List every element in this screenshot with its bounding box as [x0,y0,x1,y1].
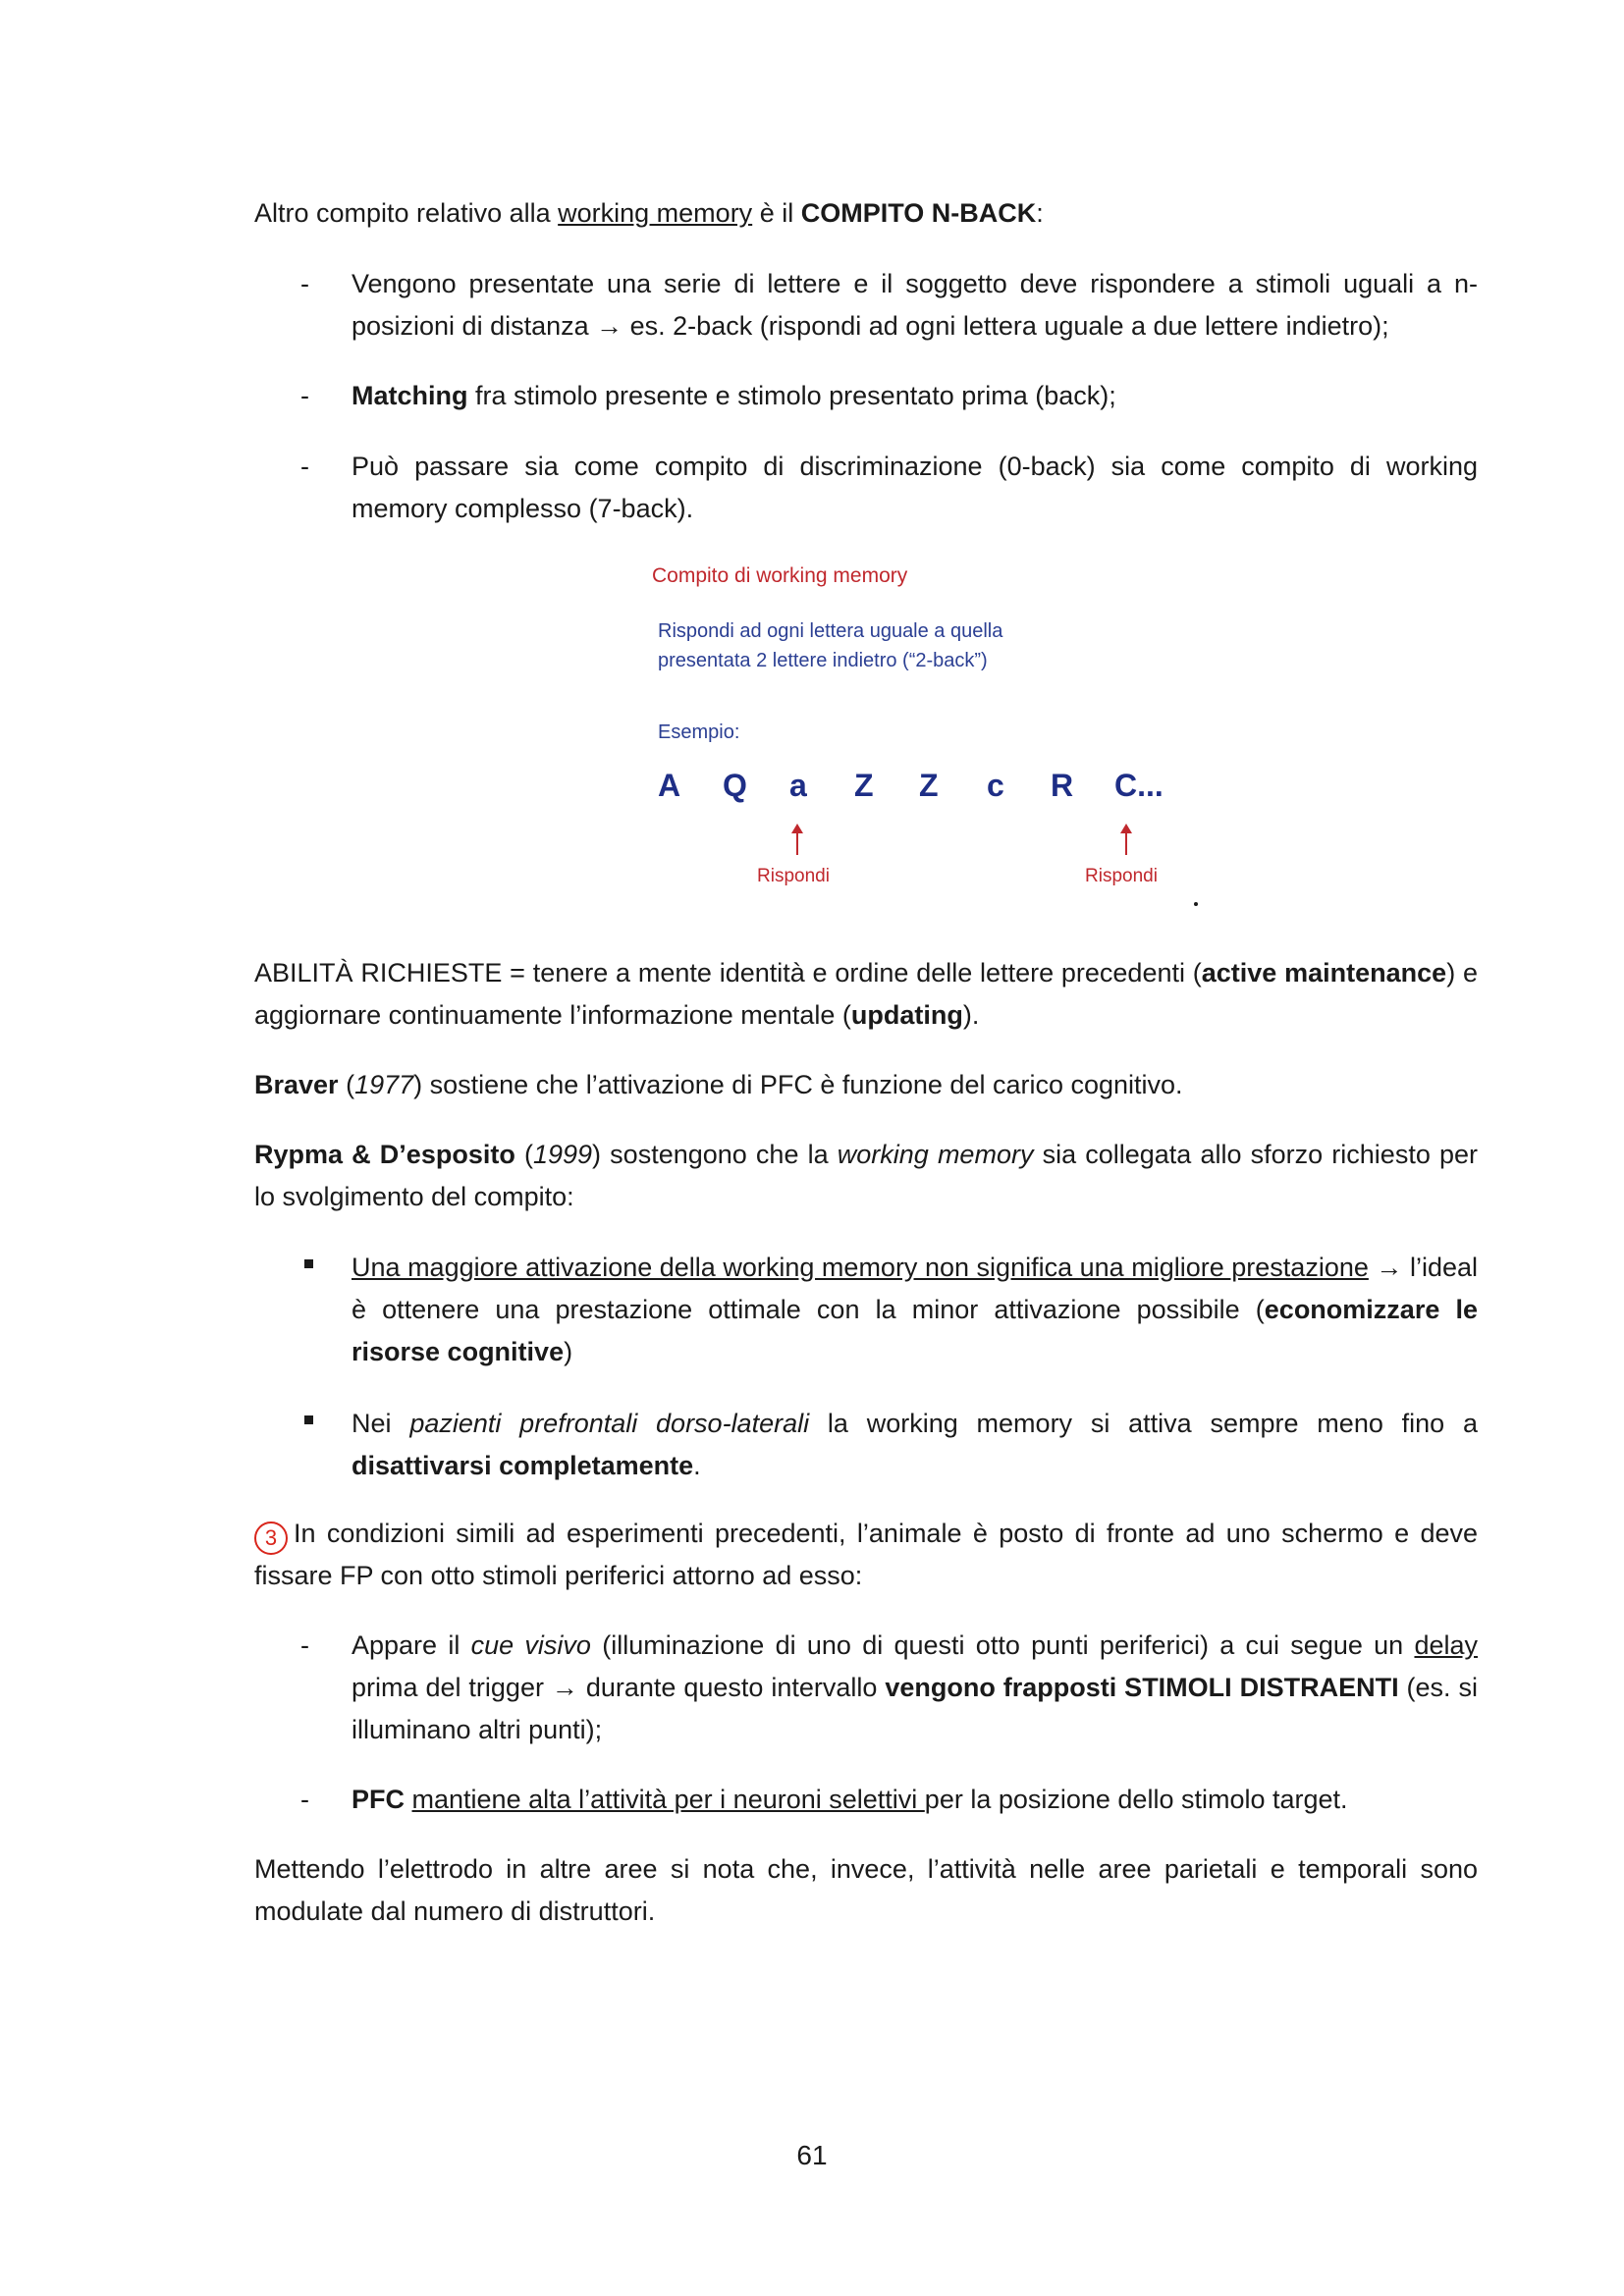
circled-number-icon: 3 [254,1522,288,1555]
working-memory-term: working memory [558,198,753,228]
intro-text-2: è il [752,198,801,228]
deactivate-term: disattivarsi completamente [352,1451,694,1480]
activation-text: → l’ideal è ottenere una prestazione ottimale con la minor attivazione possibile ( [352,1253,1478,1324]
electrode-paragraph: Mettendo l’elettrodo in altre aree si nota che, invece, l’attività nelle aree parietali e temporali sono modulate dal numero di distruttori. [254,1854,1478,1926]
condition-text: In condizioni simili ad esperimenti precedenti, l’animale è posto di fronte ad uno schermo e deve fissare FP con otto stimoli periferici attorno ad esso: [254,1519,1478,1590]
bullet-dash: - [300,452,309,481]
list-item-cue [352,1625,1478,1751]
list-item-discrimination: Può passare sia come compito di discriminazione (0-back) sia come compito di working memory complesso (7-back). [352,452,1478,523]
updating-term: updating [850,1000,963,1030]
figure-instruction: Rispondi ad ogni lettera uguale a quella presentata 2 lettere indietro (“2-back”) [658,620,1003,671]
response-label-2: Rispondi [1085,866,1158,886]
space [405,1785,412,1814]
distractors-term: vengono frapposti STIMOLI DISTRAENTI [885,1673,1399,1702]
figure-title: Compito di working memory [652,564,908,587]
sequence-letter: A [658,768,681,803]
list-item-patients [352,1403,1478,1487]
response-label-1: Rispondi [757,866,830,886]
skills-text-2: ) e aggiornare continuamente l’informazione mentale ( [254,958,1478,1030]
paren-close: ) [564,1337,573,1366]
period: . [693,1451,701,1480]
bullet-dash: - [300,1630,309,1660]
rypma-paragraph [254,1134,1478,1218]
skills-paragraph [254,952,1478,1037]
economize-term: economizzare le risorse cognitive [352,1295,1478,1366]
year-1999: 1999 [532,1140,593,1169]
working-memory-italic: working memory [837,1140,1034,1169]
paren: ( [514,1140,533,1169]
author-rypma: Rypma & D’esposito [254,1140,515,1169]
list-item-pfc [352,1779,1478,1821]
patients-text: Nei [352,1409,410,1438]
sequence-letter: c [987,768,1004,803]
arrow-shaft [796,831,798,855]
sequence-letter: R [1051,768,1074,803]
patients-text-2: la working memory si attiva sempre meno fino a [809,1409,1478,1438]
patients-italic: pazienti prefrontali dorso-laterali [409,1409,810,1438]
list-item-matching [352,375,1478,417]
cue-text-3: prima del trigger → durante questo intervallo [352,1673,886,1702]
cue-text-end: (es. si illuminano altri punti); [352,1673,1478,1744]
matching-text: fra stimolo presente e stimolo presentato prima (back); [467,381,1116,410]
braver-text: ) sostiene che l’attivazione di PFC è funzione del carico cognitivo. [413,1070,1183,1099]
list-item-activation [352,1247,1478,1373]
sequence-letter: C... [1114,768,1164,803]
figure-example-label: Esempio: [658,721,740,743]
colon: : [1036,198,1044,228]
arrow-shaft [1125,831,1127,855]
active-maintenance-term: active maintenance [1201,958,1447,988]
pfc-term: PFC [352,1785,405,1814]
matching-term: Matching [352,381,468,410]
cue-text-2: (illuminazione di uno di questi otto punti periferici) a cui segue un [590,1630,1415,1660]
condition-paragraph [254,1513,1478,1597]
square-bullet-icon [304,1259,313,1268]
sequence-letter: Z [919,768,939,803]
cue-text: Appare il [352,1630,471,1660]
figure-dot [1194,902,1198,906]
pfc-text: per la posizione dello stimolo target. [924,1785,1348,1814]
pfc-underlined: mantiene alta l’attività per i neuroni selettivi [411,1785,925,1814]
author-braver: Braver [254,1070,339,1099]
n-back-heading: COMPITO N-BACK [800,198,1037,228]
intro-paragraph [254,192,1478,235]
cue-visivo-italic: cue visivo [470,1630,591,1660]
square-bullet-icon [304,1415,313,1424]
bullet-dash: - [300,269,309,298]
page-number: 61 [796,2140,828,2170]
sequence-letter: a [789,768,807,803]
paren: ( [338,1070,355,1099]
activation-underlined: Una maggiore attivazione della working memory non significa una migliore prestazione [352,1253,1369,1282]
bullet-dash: - [300,381,309,410]
rypma-text-2: sia collegata allo sforzo richiesto per lo svolgimento del compito: [254,1140,1478,1211]
list-item-n-back-description: Vengono presentate una serie di lettere e il soggetto deve rispondere a stimoli uguali a n-posizioni di distanza → es. 2-back (rispondi ad ogni lettera uguale a due lettere indietro); [352,269,1478,341]
braver-paragraph [254,1064,1478,1106]
year-1977: 1977 [354,1070,414,1099]
sequence-letter: Z [854,768,874,803]
delay-underlined: delay [1414,1630,1479,1660]
bullet-dash: - [300,1785,309,1814]
rypma-text: ) sostengono che la [592,1140,838,1169]
skills-text: ABILITÀ RICHIESTE = tenere a mente identità e ordine delle lettere precedenti ( [254,958,1202,988]
sequence-letter: Q [723,768,747,803]
skills-text-end: ). [962,1000,980,1030]
intro-text: Altro compito relativo alla [254,198,559,228]
